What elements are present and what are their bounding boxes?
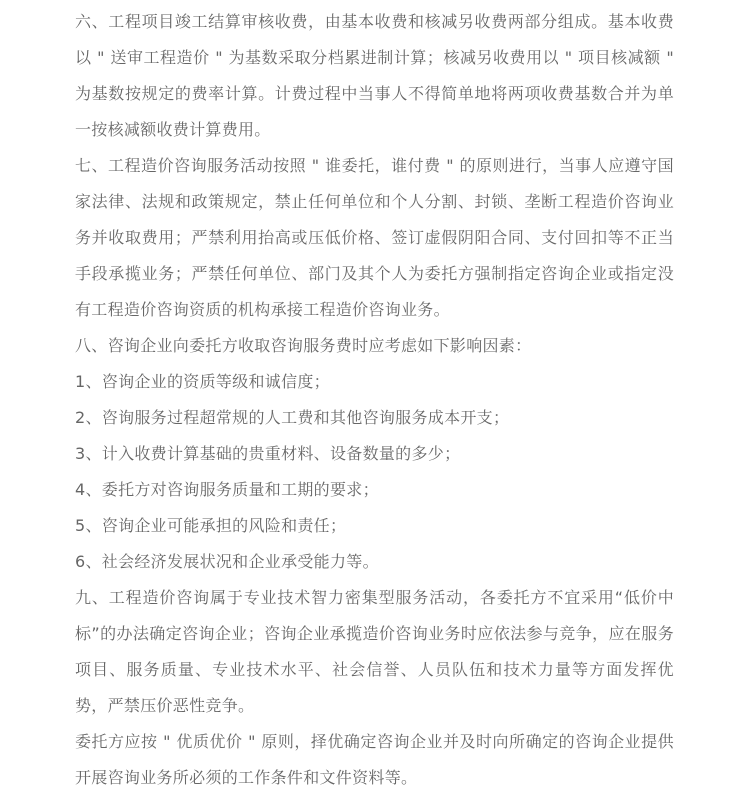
paragraph-item-6: 六、工程项目竣工结算审核收费，由基本收费和核减另收费两部分组成。基本收费以 " 送审工程造价 " 为基数采取分档累进制计算；核减另收费用以 " 项目核减额 " 为基数按规定的费率计算。计费过程中当事人不得简单地将两项收费基数合并为单一按核减额收费计算费用。 [75, 12, 674, 139]
paragraph-item-8-sub-2: 2、咨询服务过程超常规的人工费和其他咨询服务成本开支； [75, 408, 510, 427]
paragraph-item-7: 七、工程造价咨询服务活动按照 " 谁委托，谁付费 " 的原则进行，当事人应遵守国家法律、法规和政策规定，禁止任何单位和个人分割、封锁、垄断工程造价咨询业务并收取费用；严禁利用抬高或压低价格、签订虚假阴阳合同、支付回扣等不正当手段承揽业务；严禁任何单位、部门及其个人为委托方强制指定咨询企业或指定没有工程造价咨询资质的机构承接工程造价咨询业务。 [75, 156, 674, 319]
paragraph-item-8-sub-3: 3、计入收费计算基础的贵重材料、设备数量的多少； [75, 444, 461, 463]
paragraph-item-8-sub-5: 5、咨询企业可能承担的风险和责任； [75, 516, 347, 535]
paragraph-item-8-sub-6: 6、社会经济发展状况和企业承受能力等。 [75, 552, 379, 571]
paragraph-item-9: 九、工程造价咨询属于专业技术智力密集型服务活动，各委托方不宜采用“低价中标”的办法确定咨询企业；咨询企业承揽造价咨询业务时应依法参与竞争，应在服务项目、服务质量、专业技术水平、社会信誉、人员队伍和技术力量等方面发挥优势，严禁压价恶性竞争。 [75, 588, 674, 715]
paragraph-closing: 委托方应按 " 优质优价 " 原则，择优确定咨询企业并及时向所确定的咨询企业提供开展咨询业务所必须的工作条件和文件资料等。 [75, 732, 674, 787]
paragraph-item-8-sub-4: 4、委托方对咨询服务质量和工期的要求； [75, 480, 379, 499]
paragraph-item-8: 八、咨询企业向委托方收取咨询服务费时应考虑如下影响因素： [75, 336, 532, 355]
paragraph-container [75, 4, 674, 796]
paragraph-item-8-sub-1: 1、咨询企业的资质等级和诚信度； [75, 372, 330, 391]
